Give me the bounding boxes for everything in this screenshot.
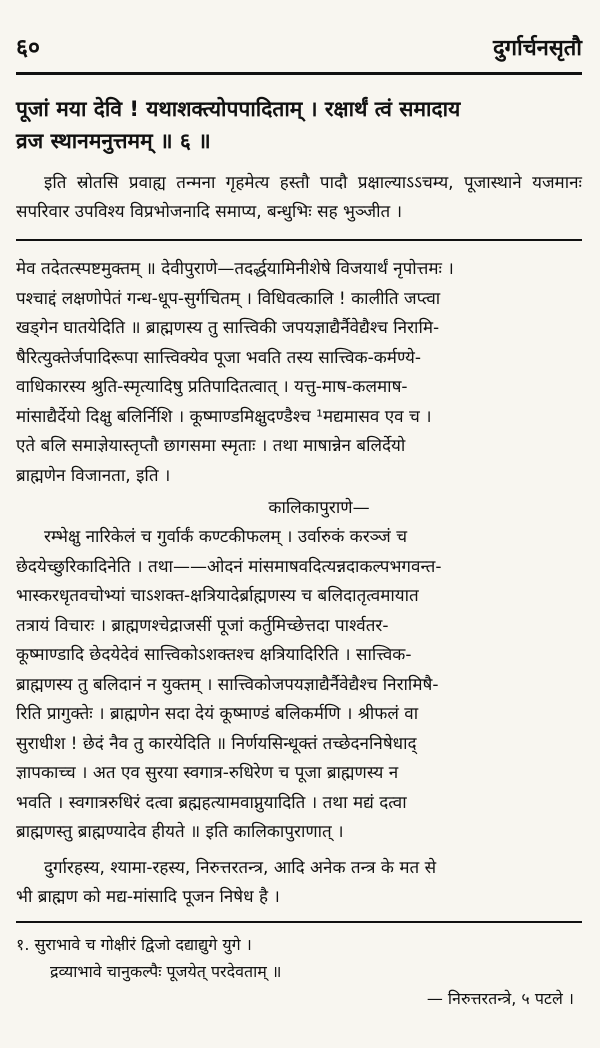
commentary-line: ब्राह्मणस्तु ब्राह्मण्यादेव हीयते ॥ इति कालिकापुराणात् । (16, 822, 344, 842)
section-rule (16, 239, 582, 241)
commentary-line: षैरित्युक्तेर्जपादिरूपा सात्त्विक्येव पूजा भवति तस्य सात्त्विक-कर्मण्ये- (16, 347, 422, 368)
footnote-rule (16, 921, 582, 923)
commentary-line: वाधिकारस्य श्रुति-स्मृत्यादिषु प्रतिपादितत्वात् । यत्तु-माष-कलमाष- (16, 377, 408, 397)
commentary-line: मांसाद्यैर्देयो दिक्षु बलिर्निशि । कूष्माण्डमिक्षुदण्डैश्च ¹मद्यमासव एव च । (16, 406, 432, 427)
commentary-line: ज्ञापकाच्च । अत एव सुरया स्वगात्र-रुधिरेण च पूजा ब्राह्मणस्य न (16, 763, 399, 783)
intro-paragraph: इति स्रोतसि प्रवाह्य तन्मना गृहमेत्य हस्तौ पादौ प्रक्षाल्याऽऽचम्य, पूजास्थाने यजमानः सपरिवार उपविश्य विप्रभोजनादि समाप्य, बन्धुभिः सह भुञ्जीत । (16, 173, 582, 222)
commentary-line: तत्रायं विचारः । ब्राह्मणश्चेद्राजसीं पूजां कर्तुमिच्छेत्तदा पार्श्वतर- (16, 615, 389, 636)
section-heading: कालिकापुराणे— (268, 498, 370, 518)
commentary-line: भी ब्राह्मण को मद्य-मांसादि पूजन निषेध है । (16, 887, 280, 907)
commentary-line: पश्चाद्दं लक्षणोपेतं गन्ध-धूप-सुर्गचितम् । विधिवत्कालि ! कालीति जप्त्वा (16, 288, 441, 309)
commentary-line: मेव तदेतत्स्पष्टमुक्तम् ॥ देवीपुराणे—तदर्द्धयामिनीशेषे विजयार्थं नृपोत्तमः । (16, 259, 454, 279)
commentary-line: दुर्गारहस्य, श्यामा-रहस्य, निरुत्तरतन्त्र, आदि अनेक तन्त्र के मत से (44, 857, 437, 878)
footnote-line: द्रव्याभावे चानुकल्पैः पूजयेत् परदेवताम् ॥ (50, 961, 282, 981)
commentary-line: ब्राह्मणेन विजानता, इति । (16, 465, 171, 486)
verse-line: व्रज स्थानमनुत्तमम् ॥ ६ ॥ (16, 129, 211, 153)
commentary-line: ब्राह्मणस्य तु बलिदानं न युक्तम् । सात्त्विकोजपयज्ञाद्यैर्नैवेद्यैश्च निरामिषै- (16, 674, 439, 695)
verse-line: पूजां मया देवि ! यथाशक्त्योपपादिताम् । रक्षार्थं त्वं समादाय (16, 97, 461, 121)
page-number: ६० (16, 35, 40, 61)
commentary-line: छेदयेच्छुरिकादिनेति । तथा——ओदनं मांसमाषवदित्यन्नदाकल्पभगवन्त- (16, 556, 442, 577)
commentary (16, 255, 582, 913)
footnote-line: १. सुराभावे च गोक्षीरं द्विजो दद्याद्युगे युगे । (16, 934, 252, 954)
commentary-line: भास्करधृतवचोभ्यां चाऽशक्त-क्षत्रियादेर्ब्राह्मणस्य च बलिदातृत्वमायात (16, 586, 419, 606)
verse-block (16, 93, 582, 157)
running-title: दुर्गार्चनसृतौ (492, 36, 582, 61)
footnote (16, 931, 582, 1012)
page-header (16, 0, 582, 68)
commentary-line: रम्भेक्षु नारिकेलं च गुर्वार्कं कण्टकीफलम् । उर्वारुकं करञ्जं च (44, 527, 407, 547)
commentary-line: एते बलि समाज्ञेयास्तृप्तौ छागसमा स्मृताः । तथा माषान्नेन बलिर्देयो (16, 436, 406, 456)
commentary-line: भवति । स्वगात्ररुधिरं दत्वा ब्रह्महत्यामवाप्नुयादिति । तथा मद्यं दत्वा (16, 792, 407, 813)
commentary-line: सुराधीश ! छेदं नैव तु कारयेदिति ॥ निर्णयसिन्धूक्तं तच्छेदननिषेधाद् (16, 733, 417, 754)
commentary-line: खड्गेन घातयेदिति ॥ ब्राह्मणस्य तु सात्त्विकी जपयज्ञाद्यैर्नैवेद्यैश्च निरामि- (16, 318, 440, 338)
commentary-line: कूष्माण्डादि छेदयेदेवं सात्त्विकोऽशक्तश्च क्षत्रियादिरिति । सात्त्विक- (16, 645, 412, 665)
commentary-line: रिति प्रागुक्तेः । ब्राह्मणेन सदा देयं कूष्माण्डं बलिकर्मणि । श्रीफलं वा (16, 704, 419, 724)
header-rule (16, 72, 582, 75)
footnote-source: — निरुत्तरतन्त्रे, ५ पटले । (426, 988, 574, 1008)
